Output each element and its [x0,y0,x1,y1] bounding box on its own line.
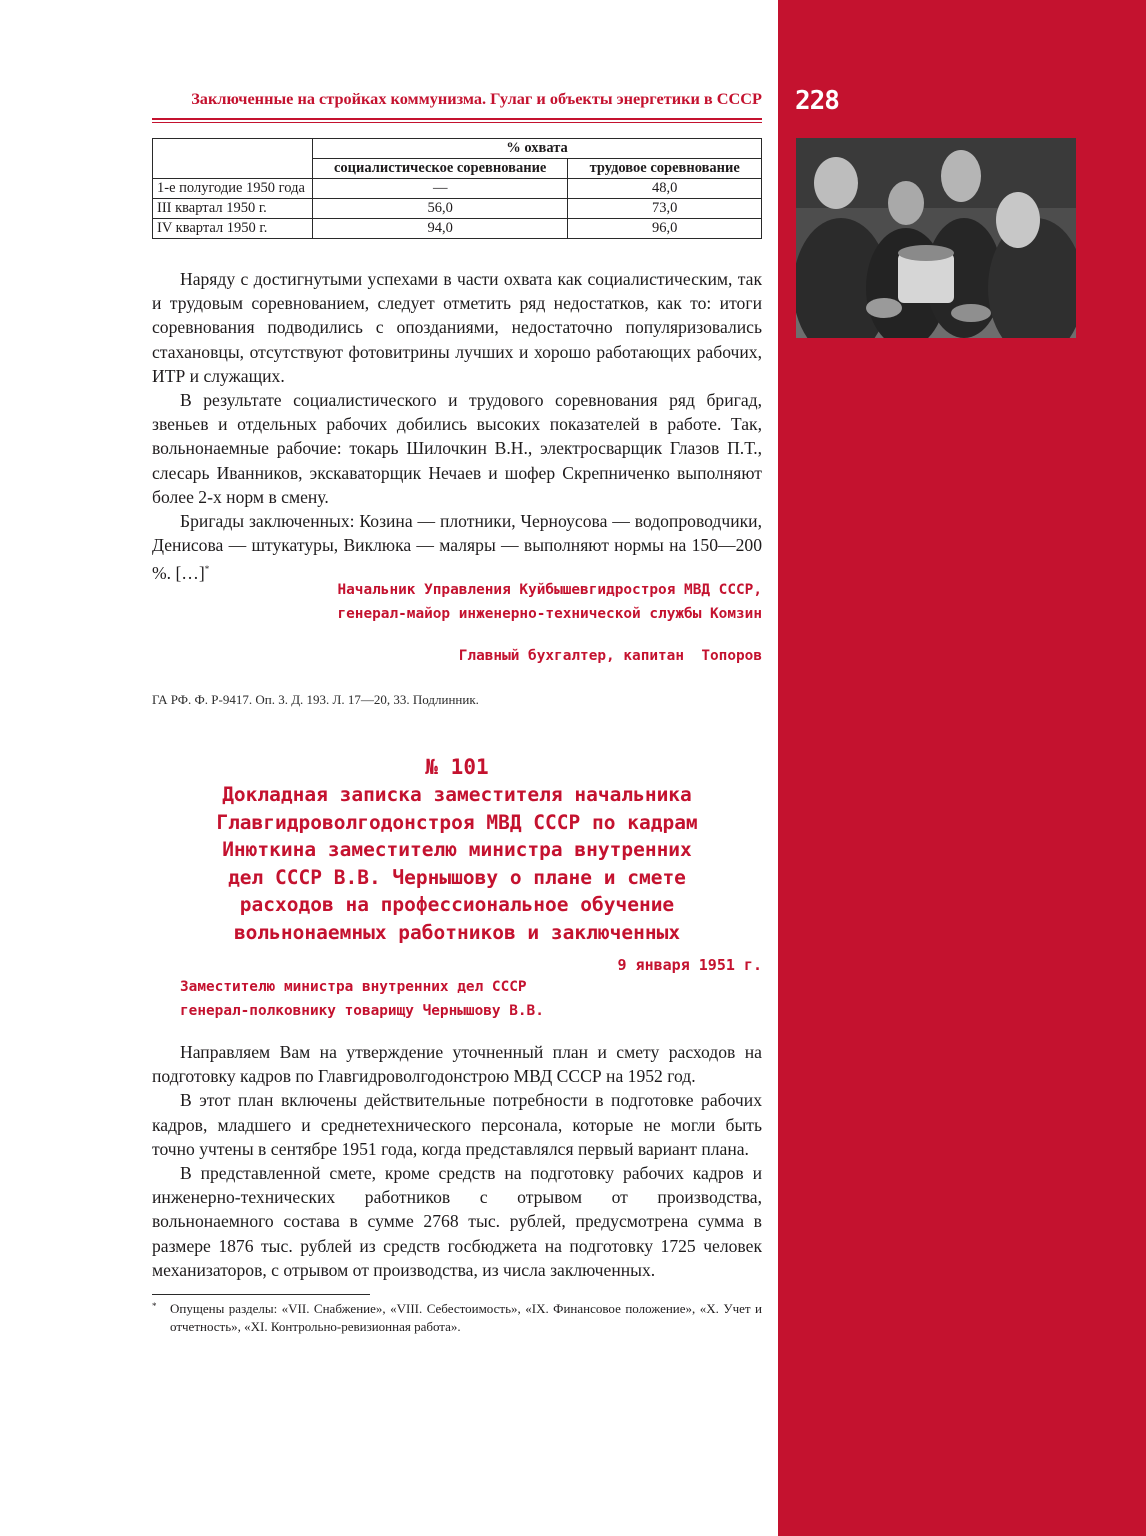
table-row [153,199,762,219]
paragraph: Направляем Вам на утверждение уточненный план и смету расходов на подготовку кадров по Главгидроволгодонстрою МВД СССР на 1952 год. [152,1042,762,1087]
row-period: IV квартал 1950 г. [153,219,313,239]
paragraph: Наряду с достигнутыми успехами в части охвата как социалистическим, так и трудовым соревнованием, следует отметить ряд недостатков, как то: итоги соревнования подводились с опозданиями, недостаточно популяризовались стахановцы, отсутствуют фотовитрины лучших и хорошо работающих рабочих, ИТР и служащих. [152,269,762,386]
paragraph: В этот план включены действительные потребности в подготовке рабочих кадров, младшего и среднетехнического персонала, которые не могли быть точно учтены в сентябре 1951 года, когда представлялся первый вариант плана. [152,1090,762,1159]
column-header-labor: трудовое соревнование [568,159,762,179]
running-header: Заключенные на стройках коммунизма. Гулаг и объекты энергетики в СССР [191,89,762,108]
signature-head: Начальник Управления Куйбышевгидростроя МВД СССР, генерал-майор инженерно-технической службы Комзин [337,582,762,622]
row-labor-value: 73,0 [568,199,762,219]
footnote-text: Опущены разделы: «VII. Снабжение», «VIII. Себестоимость», «IX. Финансовое положение», «X. Учет и отчетность», «XI. Контрольно-ревизионная работа». [170,1301,762,1334]
row-socialist-value: 56,0 [312,199,567,219]
document-title: Докладная записка заместителя начальника Главгидроволгодонстроя МВД СССР по кадрам Инюткина заместителю министра внутренних дел СССР В.В. Чернышову о плане и смете расходов на профессиональное обучение вольнонаемных работников и заключенных [216,783,698,944]
row-socialist-value: 94,0 [312,219,567,239]
document-date: 9 января 1951 г. [617,956,762,974]
row-period: III квартал 1950 г. [153,199,313,219]
paragraph-text: Бригады заключенных: Козина — плотники, Черноусова — водопроводчики, Денисова — штукатуры, Виклюка — маляры — выполняют нормы на 150—200 %. […] [152,511,762,584]
footnote-mark: * [152,1301,157,1311]
table-corner-cell [153,139,313,179]
row-labor-value: 96,0 [568,219,762,239]
paragraph: В результате социалистического и трудового соревнования ряд бригад, звеньев и отдельных рабочих добились высоких показателей в работе. Так, вольнонаемные рабочие: токарь Шилочкин В.Н., электросварщик Глазов П.Т., слесарь Иванников, экскаваторщик Нечаев и шофер Скрепниченко выполняют более 2-х норм в смену. [152,390,762,507]
paragraph-with-footnote [152,509,762,585]
table-header-row [153,139,762,159]
table-row [153,219,762,239]
row-period: 1-е полугодие 1950 года [153,179,313,199]
table-row [153,179,762,199]
table-group-header: % охвата [312,139,761,159]
row-socialist-value: — [312,179,567,199]
paragraph: В представленной смете, кроме средств на подготовку рабочих кадров и инженерно-технических работников с отрывом от производства, вольнонаемного состава в сумме 2768 тыс. рублей, предусмотрена сумма в размере 1876 тыс. рублей из средств госбюджета на подготовку 1725 человек механизаторов, с отрывом от производства, из числа заключенных. [152,1163,762,1280]
coverage-table [152,138,762,239]
column-header-socialist: социалистическое соревнование [312,159,567,179]
header-rule [152,118,762,120]
document-number: № 101 [425,755,489,779]
archival-photo-icon [796,138,1076,338]
archival-photo [796,138,1076,338]
archive-source-note: ГА РФ. Ф. Р-9417. Оп. 3. Д. 193. Л. 17—20, 33. Подлинник. [152,692,479,707]
footnote-rule [152,1294,370,1295]
document-addressee: Заместителю министра внутренних дел СССР генерал-полковнику товарищу Чернышову В.В. [180,979,544,1019]
document-body [152,1040,762,1282]
row-labor-value: 48,0 [568,179,762,199]
footnote-reference: * [204,564,210,575]
footnote [152,1300,762,1336]
header-rule-thin [152,122,762,123]
signature-accountant: Главный бухгалтер, капитан Топоров [458,648,762,664]
report-body [152,267,762,586]
page-number: 228 [795,86,839,116]
